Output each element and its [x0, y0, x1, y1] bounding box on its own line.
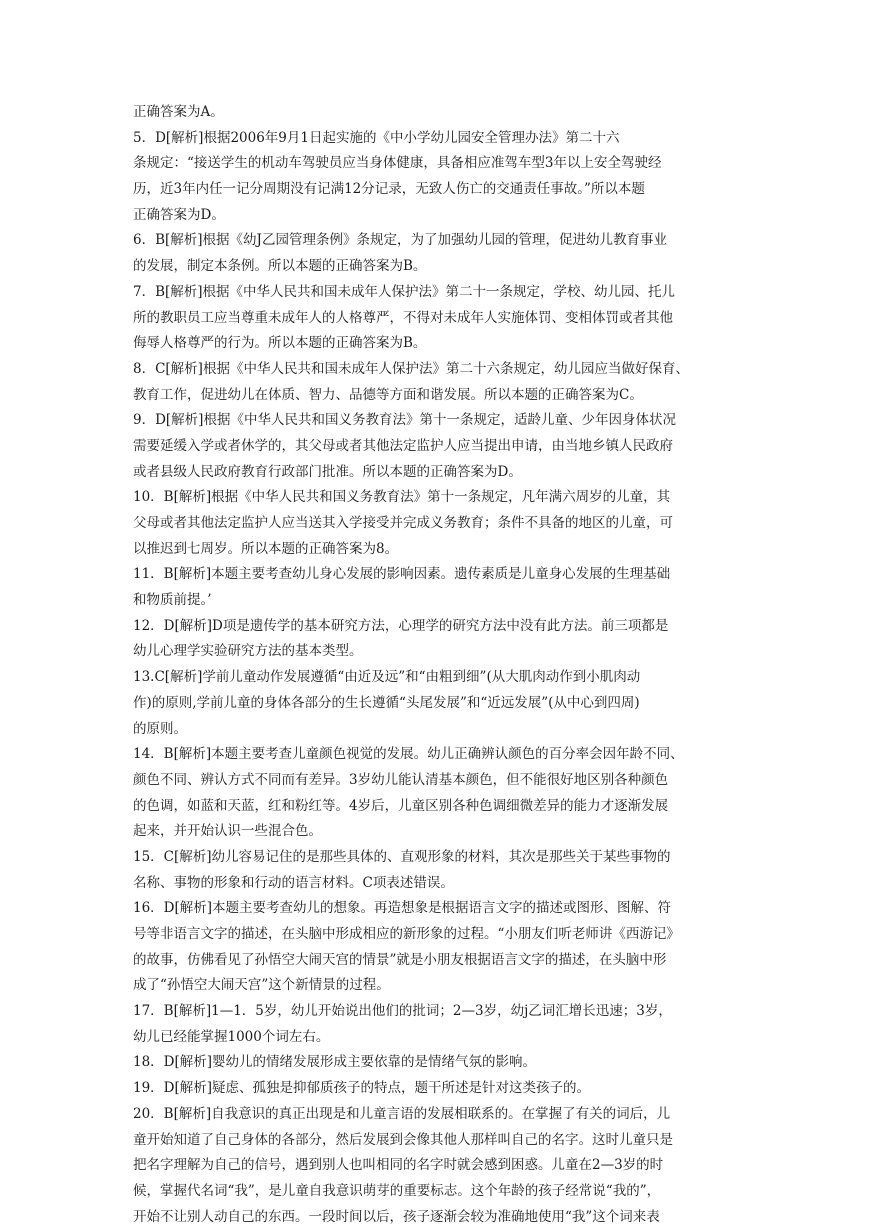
text-line: 把名字理解为自己的信号，遇到别人也叫相同的名字时就会感到困惑。儿童在2—3岁的时: [133, 1157, 664, 1174]
text-line: 名称、事物的形象和行动的语言材料。C项表述错误。: [133, 874, 454, 891]
text-line: 13.C[解析]学前儿童动作发展遵循“由近及远”和“由粗到细”(从大肌肉动作到小肌肉动: [133, 669, 641, 686]
text-line: 需要延缓入学或者休学的，其父母或者其他法定监护人应当提出申请，由当地乡镇人民政府: [133, 437, 673, 454]
text-line: 16．D[解析]本题主要考查幼儿的想象。再造想象是根据语言文字的描述或图形、图解、符: [133, 900, 672, 917]
text-line: 11．B[解析]本题主要考查幼儿身心发展的影响因素。遗传素质是儿童身心发展的生理基础: [133, 566, 671, 583]
text-line: 的色调，如蓝和天蓝，红和粉红等。4岁后，儿童区别各种色调细微差异的能力才逐渐发展: [133, 797, 669, 814]
text-line: 所的教职员工应当尊重未成年人的人格尊严，不得对未成年人实施体罚、变相体罚或者其他: [133, 309, 673, 326]
text-line: 的发展，制定本条例。所以本题的正确答案为B。: [133, 258, 427, 275]
text-line: 成了“孙悟空大闹天宫”这个新情景的过程。: [133, 977, 390, 994]
text-line: 20．B[解析]自我意识的真正出现是和儿童言语的发展相联系的。在掌握了有关的词后，儿: [133, 1105, 671, 1122]
text-line: 的原则。: [133, 720, 187, 737]
text-line: 起来，并开始认识一些混合色。: [133, 823, 322, 840]
text-line: 童开始知道了自己身体的各部分，然后发展到会像其他人那样叫自己的名字。这时儿童只是: [133, 1131, 673, 1148]
text-line: 候，掌握代名词“我”，是儿童自我意识萌芽的重要标志。这个年龄的孩子经常说“我的”，: [133, 1182, 661, 1199]
text-line: 作)的原则,学前儿童的身体各部分的生长遵循“头尾发展”和“近远发展”(从中心到四周): [133, 694, 640, 711]
text-line: 幼儿已经能掌握1000个词左右。: [133, 1028, 330, 1045]
text-line: 19．D[解析]疑虑、孤独是抑郁质孩子的特点，题干所述是针对这类孩子的。: [133, 1080, 591, 1097]
text-line: 开始不让别人动自己的东西。一段时间以后，孩子逐渐会较为准确地使用“我”这个词来表: [133, 1208, 660, 1225]
text-line: 颜色不同、辨认方式不同而有差异。3岁幼儿能认清基本颜色，但不能很好地区别各种颜色: [133, 771, 669, 788]
text-line: 7．B[解析]根据《中华人民共和国未成年人保护法》第二十一条规定，学校、幼儿园、托儿: [133, 283, 676, 300]
text-line: 条规定：“接送学生的机动车驾驶员应当身体健康，具备相应准驾车型3年以上安全驾驶经: [133, 155, 662, 172]
text-line: 9．D[解析]根据《中华人民共和国义务教育法》第十一条规定，适龄儿童、少年因身体状况: [133, 412, 676, 429]
text-line: 18．D[解析]婴幼儿的情绪发展形成主要依靠的是情绪气氛的影响。: [133, 1054, 537, 1071]
text-line: 和物质前提。’: [133, 592, 212, 609]
text-line: 15．C[解析]幼儿容易记住的是那些具体的、直观形象的材料，其次是那些关于某些事物的: [133, 848, 671, 865]
text-line: 5．D[解析]根据2006年9月1日起实施的《中小学幼儿园安全管理办法》第二十六: [133, 129, 620, 146]
text-line: 正确答案为D。: [133, 206, 225, 223]
document-body: [133, 100, 739, 1230]
text-line: 教育工作，促进幼儿在体质、智力、品德等方面和谐发展。所以本题的正确答案为C。: [133, 386, 643, 403]
text-line: 父母或者其他法定监护人应当送其入学接受并完成义务教育；条件不具备的地区的儿童，可: [133, 515, 673, 531]
text-line: 号等非语言文字的描述，在头脑中形成相应的新形象的过程。“小朋友们听老师讲《西游记》: [133, 926, 680, 942]
text-line: 17．B[解析]1—1．5岁，幼儿开始说出他们的批词；2—3岁，幼j乙词汇增长迅速；3岁，: [133, 1003, 672, 1020]
text-line: 8．C[解析]根据《中华人民共和国未成年人保护法》第二十六条规定，幼儿园应当做好保育、: [133, 360, 689, 377]
text-line: 10．B[解析]根据《中华人民共和国义务教育法》第十一条规定，凡年满六周岁的儿童，其: [133, 489, 671, 506]
text-line: 幼儿心理学实验研究方法的基本类型。: [133, 643, 363, 660]
text-line: 以推迟到七周岁。所以本题的正确答案为8。: [133, 540, 399, 557]
text-line: 14．B[解析]本题主要考查儿童颜色视觉的发展。幼儿正确辨认颜色的百分率会因年龄不同、: [133, 746, 684, 763]
text-line: 12．D[解析]D项是遗传学的基本研究方法，心理学的研究方法中没有此方法。前三项都是: [133, 617, 669, 634]
text-line: 6．B[解析]根据《幼J乙园管理条例》条规定，为了加强幼儿园的管理，促进幼儿教育事业: [133, 232, 667, 249]
text-line: 或者县级人民政府教育行政部门批准。所以本题的正确答案为D。: [133, 463, 522, 480]
text-line: 正确答案为A。: [133, 104, 224, 120]
text-line: 侮辱人格尊严的行为。所以本题的正确答案为B。: [133, 335, 427, 352]
text-line: 的故事，仿佛看见了孙悟空大闹天宫的情景”就是小朋友根据语言文字的描述，在头脑中形: [133, 951, 667, 968]
text-line: 历，近3年内任一记分周期没有记满12分记录，无致人伤亡的交通责任事故。”所以本题: [133, 181, 645, 198]
